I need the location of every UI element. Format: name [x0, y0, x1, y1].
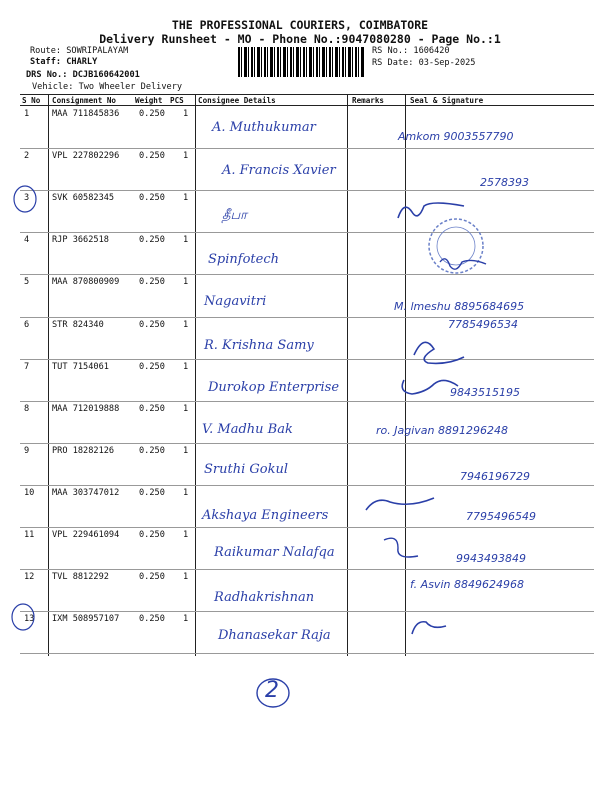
row-pcs: 1 [183, 403, 189, 414]
row-sno: 10 [24, 487, 35, 498]
row-consignment-no: RJP 3662518 [52, 235, 109, 246]
row-consignment-no: PRO 18282126 [52, 445, 115, 456]
signature-scribble-row-7 [402, 380, 458, 394]
row-consignment-no: STR 824340 [52, 319, 104, 330]
row-weight: 0.250 [139, 445, 165, 456]
row-consignment-no: MAA 712019888 [52, 403, 120, 414]
circle-row-13-mark [12, 604, 34, 630]
col-consignment: Consignment No [52, 96, 117, 105]
row-sno: 9 [24, 445, 30, 456]
row-consignment-no: TUT 7154061 [52, 361, 109, 372]
row-pcs: 1 [183, 572, 189, 583]
vehicle-text: Vehicle: Two Wheeler Delivery [32, 82, 183, 92]
row-weight: 0.250 [139, 193, 165, 204]
handwritten-consignee-name: Sruthi Gokul [204, 462, 288, 477]
circle-row-3-mark [14, 186, 36, 212]
row-weight: 0.250 [139, 277, 165, 288]
row-consignment-no: TVL 8812292 [52, 572, 109, 583]
row-pcs: 1 [183, 319, 189, 330]
signature-scribble-row-6 [414, 342, 464, 363]
row-weight: 0.250 [139, 614, 165, 625]
row-weight: 0.250 [139, 109, 165, 119]
row-weight: 0.250 [139, 403, 165, 414]
handwritten-consignee-name: Raikumar Nalafqa [214, 545, 335, 560]
row-sno: 7 [24, 361, 30, 372]
row-pcs: 1 [183, 277, 189, 288]
handwritten-signature: f. Asvin 8849624968 [410, 578, 524, 591]
handwritten-consignee-name: A. Francis Xavier [222, 163, 336, 178]
row-sno: 13 [24, 614, 35, 625]
row-consignment-no: MAA 711845836 [52, 109, 120, 119]
row-sno: 6 [24, 319, 30, 330]
col-sno: S No [22, 96, 41, 105]
page-mark: 2 [265, 678, 279, 703]
row-sno: 11 [24, 530, 35, 540]
handwritten-consignee-name: V. Madhu Bak [202, 422, 293, 437]
staff-text: Staff: CHARLY [30, 57, 98, 67]
row-weight: 0.250 [139, 319, 165, 330]
signature-scribble-row-13 [412, 622, 446, 634]
row-consignment-no: MAA 870800909 [52, 277, 120, 288]
handwritten-signature: 7795496549 [466, 510, 536, 523]
col-weight: Weight [135, 96, 163, 105]
row-pcs: 1 [183, 361, 189, 372]
row-sno: 3 [24, 193, 30, 204]
row-weight: 0.250 [139, 572, 165, 583]
handwritten-consignee-name: Radhakrishnan [214, 590, 315, 605]
handwritten-signature: 7946196729 [460, 470, 530, 483]
rs-date: RS Date: 03-Sep-2025 [372, 58, 476, 68]
row-weight: 0.250 [139, 151, 165, 162]
row-sno: 2 [24, 151, 30, 162]
row-sno: 1 [24, 109, 30, 119]
row-sno: 4 [24, 235, 30, 246]
row-sno: 8 [24, 403, 30, 414]
row-weight: 0.250 [139, 361, 165, 372]
row-sno: 12 [24, 572, 35, 583]
row-consignment-no: VPL 227802296 [52, 151, 120, 162]
handwritten-signature: 9843515195 [450, 386, 520, 399]
signature-scribble-row-10 [366, 498, 434, 510]
rs-number: RS No.: 1606420 [372, 46, 450, 56]
handwritten-consignee-name: Dhanasekar Raja [218, 628, 331, 643]
handwritten-signature: Amkom 9003557790 [398, 130, 514, 143]
handwritten-consignee-name: Nagavitri [204, 294, 267, 309]
handwritten-consignee-name: Akshaya Engineers [202, 508, 329, 523]
drs-number: DRS No.: DCJB160642001 [26, 70, 140, 80]
col-pcs: PCS [170, 96, 184, 105]
row-pcs: 1 [183, 151, 189, 162]
row-pcs: 1 [183, 530, 189, 540]
handwritten-signature: 2578393 [480, 176, 529, 189]
row-sno: 5 [24, 277, 30, 288]
route-text: Route: SOWRIPALAYAM [30, 46, 129, 56]
signature-scribble-row-3 [398, 203, 464, 218]
handwritten-consignee-name: Durokop Enterprise [208, 380, 340, 395]
row-consignment-no: SVK 60582345 [52, 193, 115, 204]
row-pcs: 1 [183, 193, 189, 204]
company-title: THE PROFESSIONAL COURIERS, COIMBATORE [171, 18, 429, 32]
handwritten-signature: 9943493849 [456, 552, 526, 565]
row-consignment-no: IXM 508957107 [52, 614, 120, 625]
row-pcs: 1 [183, 235, 189, 246]
row-pcs: 1 [183, 614, 189, 625]
col-seal-signature: Seal & Signature [410, 96, 484, 105]
row-pcs: 1 [183, 487, 189, 498]
signature-scribble-row-11 [384, 538, 418, 557]
row-weight: 0.250 [139, 235, 165, 246]
handwritten-consignee-name: Spinfotech [208, 252, 279, 267]
handwritten-signature: M. lmeshu 8895684695 [394, 300, 525, 313]
row-consignment-no: MAA 303747012 [52, 487, 120, 498]
row-pcs: 1 [183, 109, 189, 119]
col-remarks: Remarks [352, 96, 385, 105]
handwritten-consignee-name: தீபா [222, 208, 247, 223]
handwritten-consignee-name: R. Krishna Samy [204, 338, 314, 353]
row-weight: 0.250 [139, 530, 165, 540]
row-pcs: 1 [183, 445, 189, 456]
runsheet-subtitle: Delivery Runsheet - MO - Phone No.:9047080280 - Page No.:1 [99, 32, 501, 46]
row-consignment-no: VPL 229461094 [52, 530, 120, 540]
handwritten-signature: ro. Jagivan 8891296248 [376, 424, 508, 437]
row-weight: 0.250 [139, 487, 165, 498]
col-consignee: Consignee Details [198, 96, 276, 105]
handwritten-signature: 7785496534 [448, 318, 518, 331]
handwritten-consignee-name: A. Muthukumar [212, 120, 316, 135]
